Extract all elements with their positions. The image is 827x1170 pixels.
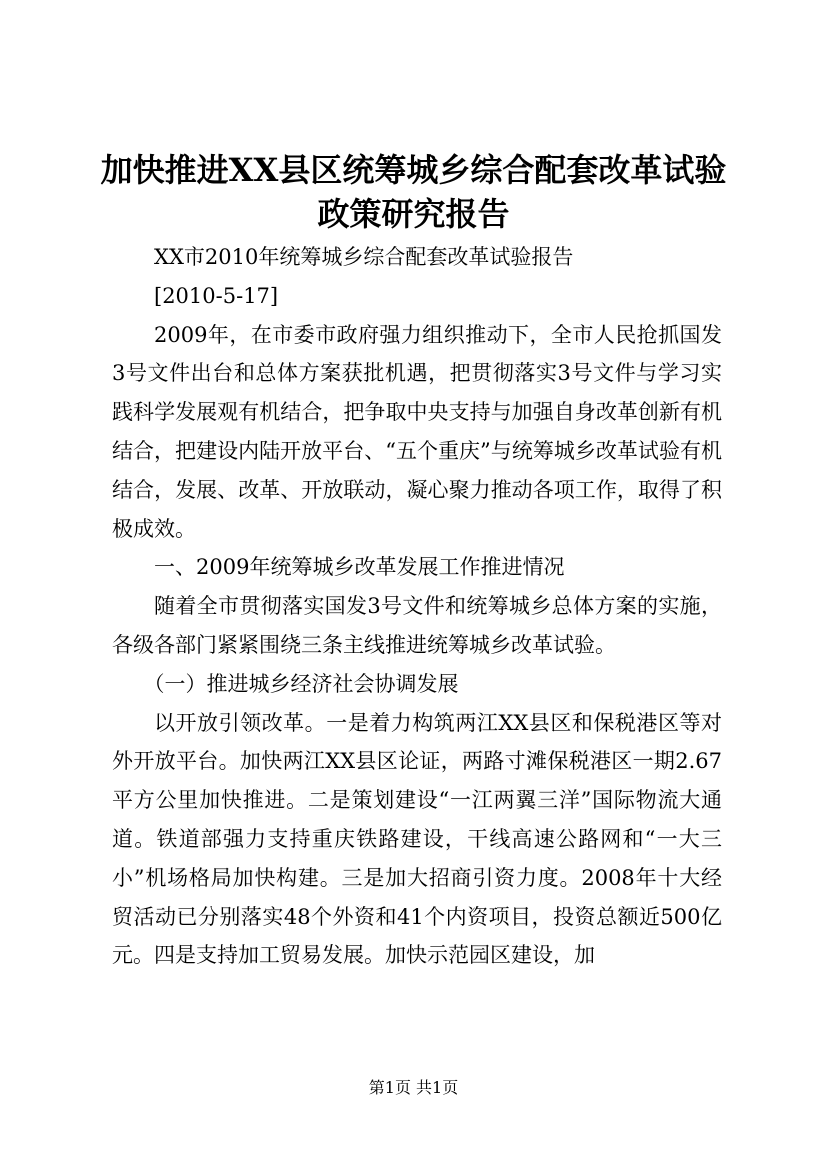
subsection-heading-1: （一）推进城乡经济社会协调发展 xyxy=(143,671,459,696)
page-footer: 第1页 共1页 xyxy=(368,1078,459,1097)
report-subtitle: XX市2010年统筹城乡综合配套改革试验报告 xyxy=(154,245,574,269)
report-date: [2010-5-17] xyxy=(154,283,279,308)
document-body xyxy=(112,238,722,975)
paragraph-section-1: 随着全市贯彻落实国发3号文件和统筹城乡总体方案的实施，各级各部门紧紧围绕三条主线推进统筹城乡改革试验。 xyxy=(112,594,722,657)
paragraph-subsection-1: 以开放引领改革。一是着力构筑两江XX县区和保税港区等对外开放平台。加快两江XX县区论证，两路寸滩保税港区一期2.67平方公里加快推进。二是策划建设“一江两翼三洋”国际物流大通道。铁道部强力支持重庆铁路建设，干线高速公路网和“一大三小”机场格局加快构建。三是加大招商引资力度。2008年十大经贸活动已分别落实48个外资和41个内资项目，投资总额近500亿元。四是支持加工贸易发展。加快示范园区建设，加 xyxy=(112,710,722,968)
document-title-line-2: 政策研究报告 xyxy=(317,195,510,233)
section-heading-1: 一、2009年统筹城乡改革发展工作推进情况 xyxy=(154,555,565,580)
document-title-line-1: 加快推进XX县区统筹城乡综合配套改革试验 xyxy=(100,151,727,189)
paragraph-intro: 2009年，在市委市政府强力组织推动下，全市人民抢抓国发3号文件出台和总体方案获批机遇，把贯彻落实3号文件与学习实践科学发展观有机结合，把争取中央支持与加强自身改革创新有机结合，把建设内陆开放平台、“五个重庆”与统筹城乡改革试验有机结合，发展、改革、开放联动，凝心聚力推动各项工作，取得了积极成效。 xyxy=(112,322,722,541)
